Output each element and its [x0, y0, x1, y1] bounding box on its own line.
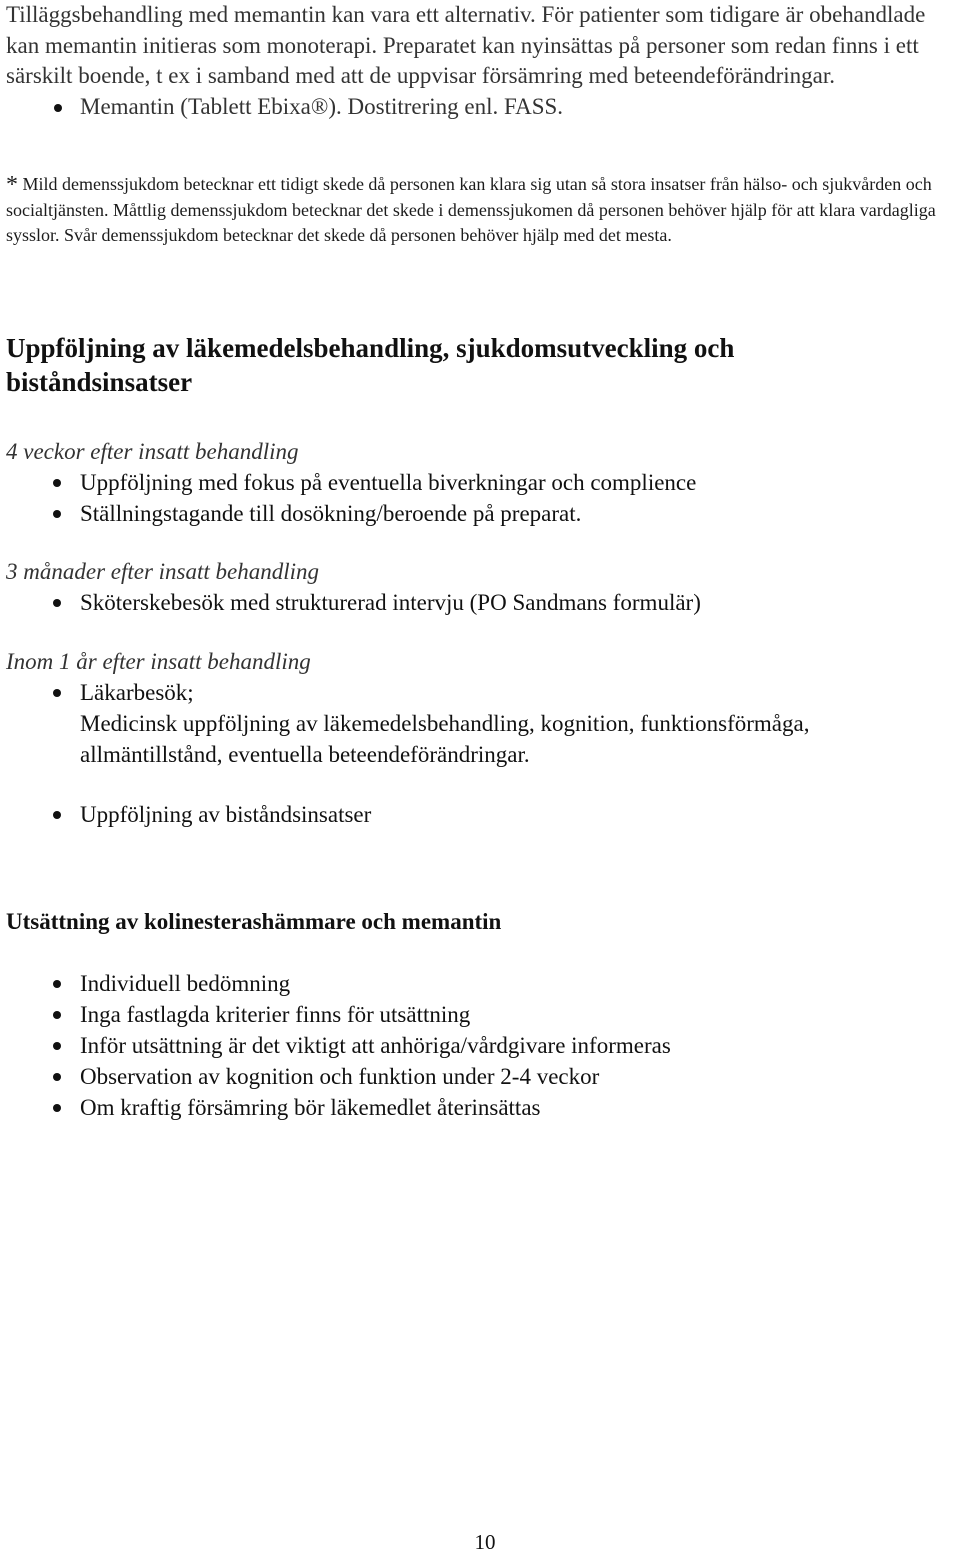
list-item-text: Uppföljning av biståndsinsatser	[80, 802, 372, 827]
bullet-icon	[53, 1042, 61, 1050]
bullet-icon	[53, 599, 61, 607]
footnote-text-moderate: Måttlig demenssjukdom betecknar det skede i demenssjukomen då personen behöver hjälp för att klara vardagliga sysslor.	[6, 200, 936, 245]
list-item	[6, 1092, 956, 1123]
followup-group-list	[6, 587, 956, 618]
followup-group-label: 4 veckor efter insatt behandling	[6, 439, 299, 464]
list-item-text: Om kraftig försämring bör läkemedlet återinsättas	[80, 1095, 541, 1120]
severity-footnote	[6, 172, 958, 248]
followup-group-label: 3 månader efter insatt behandling	[6, 559, 320, 584]
followup-group-3-months	[6, 556, 956, 618]
footnote-text-mild: Mild demenssjukdom betecknar ett tidigt skede då personen kan klara sig utan så stora insatser från hälso- och sjukvården och socialtjänsten.	[6, 174, 932, 220]
followup-group-1-year	[6, 646, 956, 830]
list-item	[6, 968, 956, 999]
followup-group-label: Inom 1 år efter insatt behandling	[6, 649, 311, 674]
followup-group-4-weeks	[6, 436, 956, 529]
intro-section	[6, 0, 956, 122]
followup-group-list	[6, 467, 956, 529]
footnote-text-severe: Svår demenssjukdom betecknar det skede då personen behöver hjälp med det mesta.	[59, 225, 672, 245]
bullet-icon	[53, 479, 61, 487]
page-number: 10	[474, 1530, 496, 1554]
bullet-icon	[53, 1073, 61, 1081]
bullet-icon	[53, 1011, 61, 1019]
list-item	[6, 587, 956, 618]
list-item-text: Läkarbesök;	[80, 680, 194, 705]
intro-bullet-item	[6, 92, 956, 123]
intro-bullet-text: Memantin (Tablett Ebixa®). Dostitrering enl. FASS.	[80, 93, 564, 119]
list-item-continuation: Medicinsk uppföljning av läkemedelsbehandling, kognition, funktionsförmåga, allmäntillstånd, eventuella beteendeförändringar.	[80, 711, 810, 767]
bullet-icon	[53, 980, 61, 988]
list-item-text: Inga fastlagda kriterier finns för utsättning	[80, 1002, 471, 1027]
list-item-text: Uppföljning med fokus på eventuella biverkningar och complience	[80, 470, 697, 495]
list-item-text: Sköterskebesök med strukturerad intervju (PO Sandmans formulär)	[80, 590, 701, 615]
list-item	[6, 999, 956, 1030]
bullet-icon	[53, 811, 61, 819]
list-item-text: Individuell bedömning	[80, 971, 291, 996]
list-item-text: Ställningstagande till dosökning/beroende på preparat.	[80, 501, 582, 526]
list-item	[6, 799, 956, 830]
list-item-text: Observation av kognition och funktion under 2-4 veckor	[80, 1064, 600, 1089]
intro-paragraph: Tilläggsbehandling med memantin kan vara ett alternativ. För patienter som tidigare är obehandlade kan memantin initieras som monoterapi. Preparatet kan nyinsättas på personer som redan finns i ett särskilt boende, t ex i samband med att de uppvisar försämring med beteendeförändringar.	[6, 2, 926, 88]
list-item	[6, 467, 956, 498]
discontinuation-list-section	[6, 968, 956, 1123]
followup-group-list	[6, 677, 956, 830]
bullet-icon	[54, 104, 62, 112]
footnote-marker: *	[6, 172, 18, 198]
bullet-icon	[53, 510, 61, 518]
list-item	[6, 498, 956, 529]
discontinuation-list	[6, 968, 956, 1123]
list-item-text: Inför utsättning är det viktigt att anhöriga/vårdgivare informeras	[80, 1033, 671, 1058]
bullet-icon	[53, 689, 61, 697]
discontinuation-heading: Utsättning av kolinesterashämmare och memantin	[6, 909, 502, 934]
list-item	[6, 1030, 956, 1061]
list-item	[6, 677, 956, 770]
followup-heading: Uppföljning av läkemedelsbehandling, sjukdomsutveckling och biståndsinsatser	[6, 333, 735, 397]
list-item	[6, 1061, 956, 1092]
bullet-icon	[53, 1104, 61, 1112]
